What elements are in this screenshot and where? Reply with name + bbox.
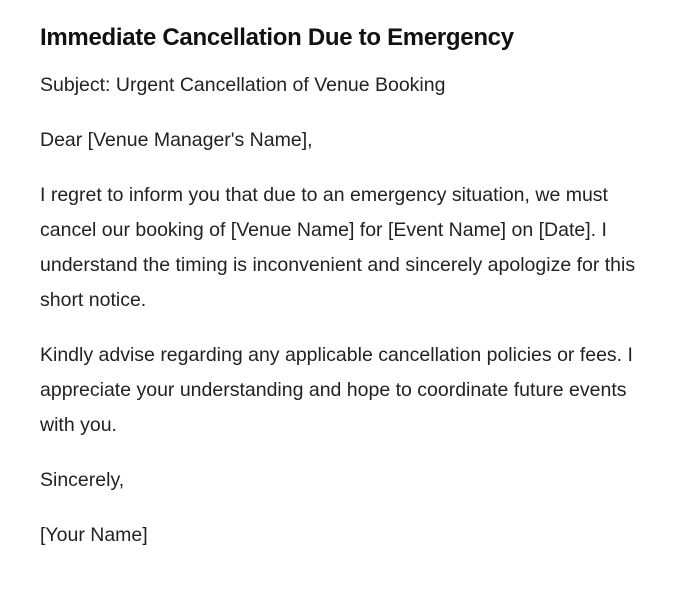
signature: [Your Name] bbox=[40, 524, 148, 546]
subject-line: Subject: Urgent Cancellation of Venue Booking bbox=[40, 74, 446, 96]
page-title: Immediate Cancellation Due to Emergency bbox=[40, 24, 514, 51]
body-paragraph: I regret to inform you that due to an emergency situation, we must cancel our booking of [Venue Name] for [Event Name] on [Date]. I understand the timing is inconvenient and sincerely apologize for this short notice. bbox=[40, 184, 636, 311]
greeting: Dear [Venue Manager's Name], bbox=[40, 129, 313, 151]
body-paragraph: Kindly advise regarding any applicable cancellation policies or fees. I appreciate your understanding and hope to coordinate future events with you. bbox=[40, 344, 633, 436]
closing: Sincerely, bbox=[40, 469, 125, 491]
